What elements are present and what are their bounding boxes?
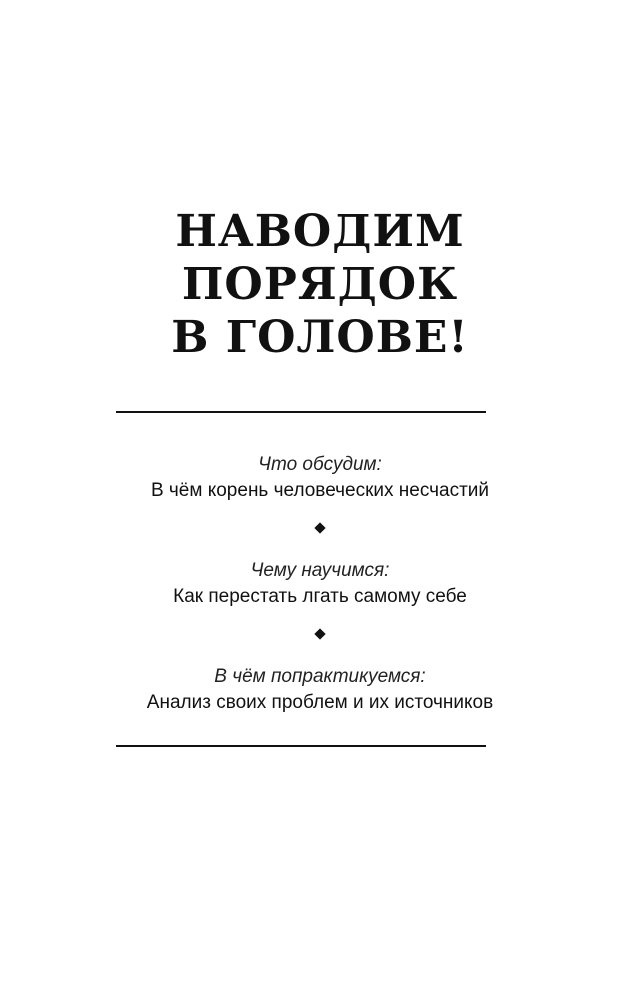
diamond-bullet-icon [314,522,325,533]
section-text: В чём корень человеческих несчастий [150,480,490,501]
page-title [0,205,640,364]
title-line-3: В ГОЛОВЕ! [171,312,469,363]
diamond-bullet-icon [314,628,325,639]
title-line-2: ПОРЯДОК [181,259,459,310]
section-label: В чём попрактикуемся: [214,666,426,687]
section-label: Что обсудим: [258,454,382,475]
section-text: Анализ своих проблем и их источников [146,692,494,713]
section-practice [0,664,640,716]
bottom-divider [116,745,486,747]
section-text: Как перестать лгать самому себе [173,586,467,607]
top-divider [116,411,486,413]
title-line-1: НАВОДИМ [175,206,465,257]
section-learn [0,558,640,610]
section-discuss [0,452,640,504]
section-label: Чему научимся: [250,560,390,581]
